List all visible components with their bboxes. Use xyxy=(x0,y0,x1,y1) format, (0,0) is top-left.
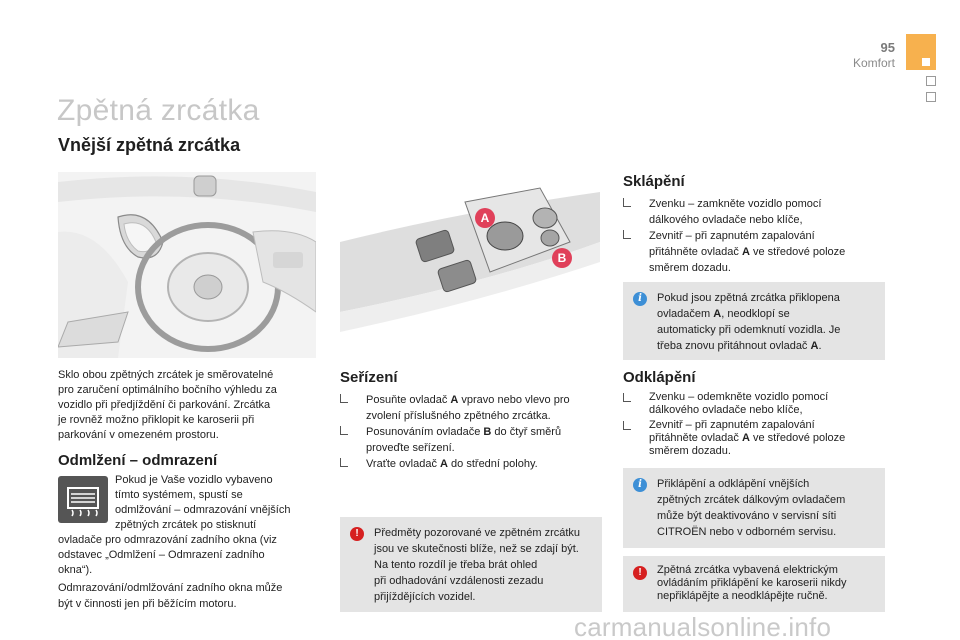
info-line: automaticky při odemknutí vozidla. Je xyxy=(657,324,841,336)
intro-line: parkování v omezeném prostoru. xyxy=(58,429,219,441)
info-line: může být deaktivováno v servisní síti xyxy=(657,510,837,522)
warning-icon: ! xyxy=(350,527,364,541)
defrost-icon xyxy=(58,476,108,523)
warning-icon: ! xyxy=(633,566,647,580)
intro-line: je rovněž možno přiklopit ke karoserii při xyxy=(58,414,255,426)
bullet-icon xyxy=(623,198,631,207)
warning-line: Na tento rozdíl je třeba brát ohled xyxy=(374,559,538,571)
warning-line: jsou ve skutečnosti blíže, než se zdají být. xyxy=(374,543,579,555)
control-panel-illustration xyxy=(340,172,600,358)
adjust-list xyxy=(340,392,602,472)
fold-list xyxy=(623,196,888,276)
warning-line: přijíždějících vozidel. xyxy=(374,591,476,603)
warning-line: Zpětná zrcátka vybavená elektrickým xyxy=(657,564,838,576)
list-item: Posuňte ovladač A vpravo nebo vlevo pro zvolení příslušného zpětného zrcátka. xyxy=(340,392,602,424)
warning-line: při odhadování vzdálenosti zezadu xyxy=(374,575,544,587)
defrost-heading: Odmlžení – odmrazení xyxy=(58,452,218,469)
info-icon: i xyxy=(633,292,647,306)
info-line: Pokud jsou zpětná zrcátka přiklopena xyxy=(657,292,840,304)
mirror-control-photo xyxy=(340,172,600,358)
label-a: A xyxy=(480,211,490,225)
unfold-list xyxy=(623,391,888,458)
defrost-line: zpětných zrcátek po stisknutí xyxy=(115,519,257,531)
adjust-heading: Seřízení xyxy=(340,369,398,386)
bullet-icon xyxy=(340,458,348,467)
defrost-line: Pokud je Vaše vozidlo vybaveno xyxy=(115,474,273,486)
fold-info-box xyxy=(623,282,885,360)
tab-square-icon xyxy=(922,58,930,66)
defrost-note xyxy=(58,580,318,612)
unfold-info-box xyxy=(623,468,885,548)
bullet-icon xyxy=(623,393,631,402)
bullet-icon xyxy=(623,421,631,430)
bullet-icon xyxy=(623,230,631,239)
page-number: 95 xyxy=(880,40,895,55)
unfold-warning-box xyxy=(623,556,885,612)
intro-line: vozidlo při předjíždění či parkování. Zrcátka xyxy=(58,399,271,411)
label-b: B xyxy=(557,251,567,265)
tab-box-icon xyxy=(926,92,936,102)
list-item: Zvenku – odemkněte vozidlo pomocí dálkového ovladače nebo klíče, xyxy=(623,391,888,417)
defrost-line: odmlžování – odmrazování vnějších xyxy=(115,504,291,516)
bullet-icon xyxy=(340,394,348,403)
interior-illustration xyxy=(58,172,316,358)
list-item: Zvenku – zamkněte vozidlo pomocí dálkového ovladače nebo klíče, xyxy=(623,196,888,228)
tab-box-icon xyxy=(926,76,936,86)
adjust-warning-box xyxy=(340,517,602,612)
defrost-line: tímto systémem, spustí se xyxy=(115,489,243,501)
warning-line: Předměty pozorované ve zpětném zrcátku xyxy=(374,527,581,539)
list-item: Vraťte ovladač A do střední polohy. xyxy=(340,456,602,472)
list-item: Posunováním ovladače B do čtyř směrů proveďte seřízení. xyxy=(340,424,602,456)
interior-photo xyxy=(58,172,316,358)
warning-line: nepřiklápějte a neodklápějte ručně. xyxy=(657,590,828,602)
info-line: zpětných zrcátek dálkovým ovladačem xyxy=(657,494,846,506)
list-item: Zevnitř – při zapnutém zapalování přitáhněte ovladač A ve středové poloze směrem dozadu. xyxy=(623,419,888,458)
defrost-text-full xyxy=(58,533,318,578)
defrost-text-wrap xyxy=(115,473,315,533)
section-title: Vnější zpětná zrcátka xyxy=(58,135,241,155)
defrost-line: okna“). xyxy=(58,564,93,576)
warning-line: ovládáním přiklápění ke karoserii nikdy xyxy=(657,577,847,589)
bullet-icon xyxy=(340,426,348,435)
intro-paragraph xyxy=(58,368,318,443)
watermark: carmanualsonline.info xyxy=(574,612,832,640)
defrost-line: ovladače pro odmrazování zadního okna (viz xyxy=(58,534,277,546)
info-line: CITROËN nebo v odborném servisu. xyxy=(657,526,837,538)
info-icon: i xyxy=(633,478,647,492)
info-line: ovladačem A, neodklopí se xyxy=(657,308,790,320)
intro-line: Sklo obou zpětných zrcátek je směrovatelné xyxy=(58,369,274,381)
info-line: třeba znovu přitáhnout ovladač A. xyxy=(657,340,822,352)
fold-heading: Sklápění xyxy=(623,173,685,190)
defrost-note-line: být v činnosti jen při běžícím motoru. xyxy=(58,598,237,610)
defrost-line: odstavec „Odmlžení – Odmrazení zadního xyxy=(58,549,265,561)
list-item: Zevnitř – při zapnutém zapalování přitáhněte ovladač A ve středové poloze směrem dozadu. xyxy=(623,228,888,276)
unfold-heading: Odklápění xyxy=(623,369,696,386)
info-line: Přiklápění a odklápění vnějších xyxy=(657,478,810,490)
section-name: Komfort xyxy=(852,56,895,70)
chapter-tab xyxy=(906,34,936,70)
page-title: Zpětná zrcátka xyxy=(57,94,260,127)
intro-line: pro zaručení optimálního bočního výhledu za xyxy=(58,384,277,396)
defrost-note-line: Odmrazování/odmlžování zadního okna může xyxy=(58,582,283,594)
